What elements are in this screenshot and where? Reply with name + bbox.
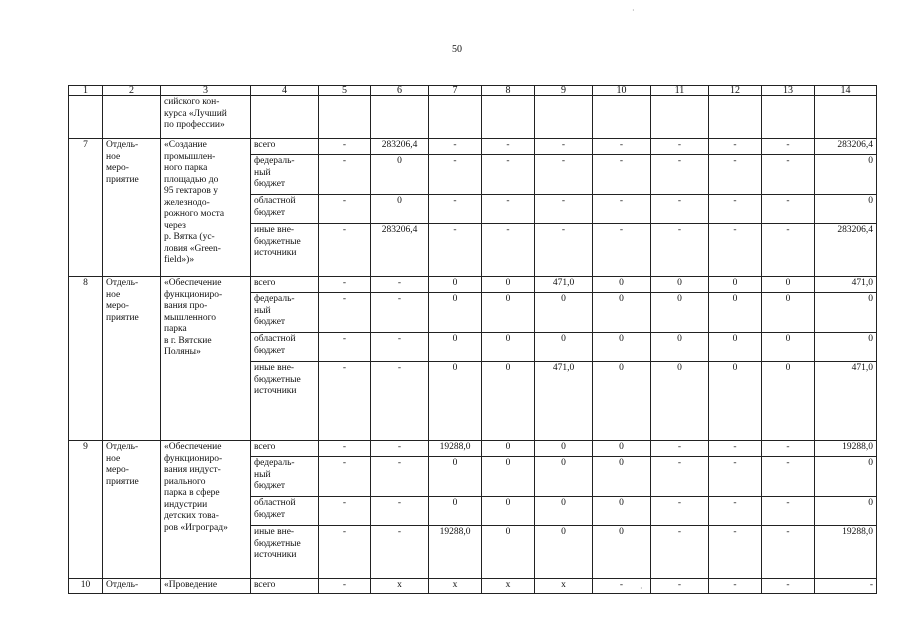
funding-source: всего xyxy=(251,139,319,155)
value-cell: - xyxy=(319,497,371,526)
value-cell: 0 xyxy=(371,155,429,195)
value-cell: 0 xyxy=(815,155,877,195)
value-cell: 0 xyxy=(482,526,535,579)
value-cell: - xyxy=(371,362,429,441)
value-cell: 0 xyxy=(593,526,651,579)
value-cell: 0 xyxy=(535,457,593,497)
value-cell: 0 xyxy=(815,457,877,497)
value-cell: - xyxy=(429,195,482,224)
value-cell: 0 xyxy=(429,333,482,362)
cell-empty xyxy=(815,96,877,139)
value-cell: - xyxy=(319,139,371,155)
value-cell: - xyxy=(709,497,762,526)
cell-empty xyxy=(371,96,429,139)
value-cell: 0 xyxy=(815,293,877,333)
value-cell: - xyxy=(371,457,429,497)
header-cell-3: 3 xyxy=(161,86,251,96)
table-row xyxy=(69,579,877,594)
value-cell: 0 xyxy=(593,333,651,362)
value-cell: 0 xyxy=(709,333,762,362)
item-number: 9 xyxy=(69,441,103,579)
cell-empty xyxy=(762,96,815,139)
value-cell: - xyxy=(651,195,709,224)
item-name: «Проведение xyxy=(161,579,251,594)
table-row xyxy=(69,139,877,155)
value-cell: 0 xyxy=(593,362,651,441)
value-cell: 0 xyxy=(482,362,535,441)
value-cell: - xyxy=(319,457,371,497)
value-cell: х xyxy=(371,579,429,594)
value-cell: 0 xyxy=(651,293,709,333)
value-cell: - xyxy=(815,579,877,594)
value-cell: - xyxy=(319,526,371,579)
funding-source: федераль- ный бюджет xyxy=(251,457,319,497)
item-type: Отдель- ное меро- приятие xyxy=(103,139,161,277)
value-cell: - xyxy=(762,526,815,579)
continuation-row xyxy=(69,96,877,139)
item-number: 8 xyxy=(69,277,103,441)
value-cell: - xyxy=(651,139,709,155)
cell-empty xyxy=(251,96,319,139)
item-name: «Создание промышлен- ного парка площадью до 95 гектаров у железнодо- рожного моста через р. Вятка (ус- ловия «Green- field»)» xyxy=(161,139,251,277)
value-cell: - xyxy=(535,139,593,155)
value-cell: 19288,0 xyxy=(429,441,482,457)
page-number: 50 xyxy=(452,44,462,55)
value-cell: х xyxy=(535,579,593,594)
funding-source: областной бюджет xyxy=(251,497,319,526)
header-cell-2: 2 xyxy=(103,86,161,96)
funding-source: всего xyxy=(251,277,319,293)
header-cell-1: 1 xyxy=(69,86,103,96)
header-cell-5: 5 xyxy=(319,86,371,96)
value-cell: - xyxy=(319,293,371,333)
value-cell: 0 xyxy=(429,457,482,497)
value-cell: 0 xyxy=(429,277,482,293)
value-cell: - xyxy=(535,224,593,277)
value-cell: 0 xyxy=(482,333,535,362)
value-cell: - xyxy=(651,579,709,594)
value-cell: - xyxy=(535,155,593,195)
value-cell: 0 xyxy=(709,277,762,293)
value-cell: 471,0 xyxy=(535,277,593,293)
value-cell: 0 xyxy=(535,526,593,579)
value-cell: 471,0 xyxy=(815,362,877,441)
value-cell: 0 xyxy=(371,195,429,224)
value-cell: 0 xyxy=(762,293,815,333)
funding-source: федераль- ный бюджет xyxy=(251,293,319,333)
value-cell: 0 xyxy=(762,362,815,441)
value-cell: - xyxy=(319,579,371,594)
value-cell: 471,0 xyxy=(815,277,877,293)
value-cell: - xyxy=(762,579,815,594)
value-cell: - xyxy=(319,441,371,457)
value-cell: - xyxy=(319,224,371,277)
value-cell: 0 xyxy=(651,362,709,441)
value-cell: - xyxy=(709,195,762,224)
value-cell: 0 xyxy=(482,293,535,333)
value-cell: - xyxy=(319,333,371,362)
value-cell: 0 xyxy=(593,293,651,333)
value-cell: 0 xyxy=(593,277,651,293)
value-cell: - xyxy=(371,333,429,362)
table-row xyxy=(69,277,877,293)
cell-empty xyxy=(319,96,371,139)
value-cell: 0 xyxy=(482,497,535,526)
value-cell: - xyxy=(651,497,709,526)
value-cell: - xyxy=(762,155,815,195)
value-cell: 0 xyxy=(429,362,482,441)
value-cell: - xyxy=(762,224,815,277)
value-cell: - xyxy=(482,139,535,155)
value-cell: - xyxy=(593,155,651,195)
value-cell: 19288,0 xyxy=(815,526,877,579)
cell-empty xyxy=(593,96,651,139)
funding-source: иные вне- бюджетные источники xyxy=(251,362,319,441)
value-cell: - xyxy=(482,224,535,277)
value-cell: 0 xyxy=(482,277,535,293)
header-cell-10: 10 xyxy=(593,86,651,96)
value-cell: - xyxy=(319,362,371,441)
value-cell: - xyxy=(319,195,371,224)
value-cell: - xyxy=(709,579,762,594)
value-cell: - xyxy=(593,579,651,594)
value-cell: 283206,4 xyxy=(371,139,429,155)
funding-source: иные вне- бюджетные источники xyxy=(251,526,319,579)
value-cell: 0 xyxy=(593,497,651,526)
header-cell-6: 6 xyxy=(371,86,429,96)
funding-source: областной бюджет xyxy=(251,195,319,224)
value-cell: - xyxy=(371,293,429,333)
value-cell: - xyxy=(593,139,651,155)
table-body xyxy=(69,86,877,594)
value-cell: - xyxy=(762,195,815,224)
item-type: Отдель- ное меро- приятие xyxy=(103,441,161,579)
item-number: 10 xyxy=(69,579,103,594)
item-type: Отдель- xyxy=(103,579,161,594)
cell-name: сийского кон- курса «Лучший по профессии» xyxy=(161,96,251,139)
value-cell: - xyxy=(762,497,815,526)
value-cell: 0 xyxy=(762,277,815,293)
value-cell: 0 xyxy=(651,277,709,293)
value-cell: 0 xyxy=(535,333,593,362)
header-cell-8: 8 xyxy=(482,86,535,96)
value-cell: - xyxy=(651,224,709,277)
table-row xyxy=(69,441,877,457)
cell-empty xyxy=(482,96,535,139)
value-cell: - xyxy=(535,195,593,224)
value-cell: - xyxy=(319,277,371,293)
value-cell: - xyxy=(651,155,709,195)
header-cell-7: 7 xyxy=(429,86,482,96)
funding-source: всего xyxy=(251,579,319,594)
cell-empty xyxy=(535,96,593,139)
value-cell: х xyxy=(429,579,482,594)
value-cell: 0 xyxy=(535,293,593,333)
value-cell: 19288,0 xyxy=(429,526,482,579)
cell-num xyxy=(69,96,103,139)
value-cell: - xyxy=(371,526,429,579)
value-cell: - xyxy=(593,224,651,277)
funding-source: федераль- ный бюджет xyxy=(251,155,319,195)
value-cell: - xyxy=(429,224,482,277)
header-cell-4: 4 xyxy=(251,86,319,96)
funding-source: всего xyxy=(251,441,319,457)
value-cell: 0 xyxy=(593,441,651,457)
item-name: «Обеспечение функциониро- вания про- мышленного парка в г. Вятские Поляны» xyxy=(161,277,251,441)
value-cell: - xyxy=(429,155,482,195)
value-cell: 0 xyxy=(593,457,651,497)
value-cell: 0 xyxy=(815,497,877,526)
value-cell: - xyxy=(709,441,762,457)
cell-empty xyxy=(429,96,482,139)
value-cell: - xyxy=(651,441,709,457)
value-cell: - xyxy=(709,457,762,497)
item-number: 7 xyxy=(69,139,103,277)
header-row xyxy=(69,86,877,96)
value-cell: - xyxy=(709,155,762,195)
value-cell: - xyxy=(429,139,482,155)
value-cell: х xyxy=(482,579,535,594)
value-cell: - xyxy=(762,457,815,497)
value-cell: - xyxy=(709,526,762,579)
value-cell: 19288,0 xyxy=(815,441,877,457)
value-cell: - xyxy=(371,277,429,293)
value-cell: 471,0 xyxy=(535,362,593,441)
header-cell-9: 9 xyxy=(535,86,593,96)
header-cell-13: 13 xyxy=(762,86,815,96)
value-cell: - xyxy=(709,224,762,277)
funding-source: областной бюджет xyxy=(251,333,319,362)
value-cell: 0 xyxy=(709,362,762,441)
cell-empty xyxy=(709,96,762,139)
value-cell: - xyxy=(593,195,651,224)
value-cell: - xyxy=(762,441,815,457)
funding-source: иные вне- бюджетные источники xyxy=(251,224,319,277)
value-cell: 0 xyxy=(429,293,482,333)
header-cell-14: 14 xyxy=(815,86,877,96)
cell-empty xyxy=(651,96,709,139)
value-cell: - xyxy=(371,441,429,457)
value-cell: - xyxy=(319,155,371,195)
value-cell: 0 xyxy=(535,497,593,526)
value-cell: 0 xyxy=(651,333,709,362)
value-cell: 0 xyxy=(815,195,877,224)
value-cell: 0 xyxy=(815,333,877,362)
value-cell: 283206,4 xyxy=(371,224,429,277)
value-cell: 0 xyxy=(709,293,762,333)
value-cell: - xyxy=(709,139,762,155)
value-cell: - xyxy=(651,526,709,579)
value-cell: 283206,4 xyxy=(815,139,877,155)
value-cell: 0 xyxy=(482,441,535,457)
value-cell: 0 xyxy=(429,497,482,526)
value-cell: 0 xyxy=(482,457,535,497)
value-cell: 283206,4 xyxy=(815,224,877,277)
value-cell: 0 xyxy=(535,441,593,457)
cell-type xyxy=(103,96,161,139)
budget-table xyxy=(68,85,877,594)
header-cell-11: 11 xyxy=(651,86,709,96)
value-cell: - xyxy=(651,457,709,497)
value-cell: - xyxy=(482,155,535,195)
value-cell: - xyxy=(371,497,429,526)
value-cell: - xyxy=(482,195,535,224)
value-cell: 0 xyxy=(762,333,815,362)
value-cell: - xyxy=(762,139,815,155)
item-name: «Обеспечение функциониро- вания индуст- риального парка в сфере индустрии детских това- ров «Игроград» xyxy=(161,441,251,579)
item-type: Отдель- ное меро- приятие xyxy=(103,277,161,441)
header-cell-12: 12 xyxy=(709,86,762,96)
